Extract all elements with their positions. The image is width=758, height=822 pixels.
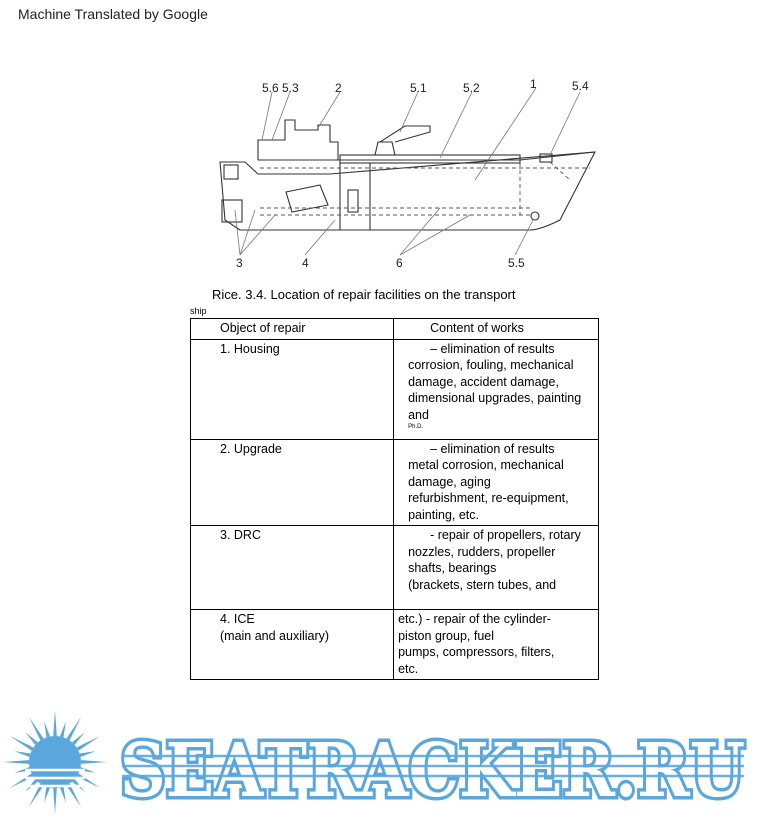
label-5-2: 5.2 xyxy=(463,81,480,95)
row-object-subtitle: (main and auxiliary) xyxy=(220,628,330,643)
content-line: metal corrosion, mechanical xyxy=(408,458,564,472)
table-row xyxy=(191,526,599,610)
label-5-1: 5.1 xyxy=(410,81,427,95)
content-line: – elimination of results xyxy=(430,341,555,356)
sun-ray xyxy=(44,787,50,803)
sun-logo-icon xyxy=(3,710,107,814)
row-object-title: 4. ICE xyxy=(220,612,255,626)
sun-ray xyxy=(53,710,57,736)
label-4: 4 xyxy=(302,256,309,270)
content-line: dimensional upgrades, painting xyxy=(408,391,582,405)
sun-ray xyxy=(29,717,44,740)
content-line: painting, etc. xyxy=(408,507,479,522)
header-object: Object of repair xyxy=(191,319,394,340)
label-3: 3 xyxy=(236,256,243,270)
watermark-graphic xyxy=(0,700,758,822)
content-line: – elimination of results xyxy=(430,441,555,456)
content-line: piston group, fuel xyxy=(398,628,495,643)
row-content xyxy=(394,610,599,680)
row-object: 3. DRC xyxy=(191,526,394,610)
content-line: damage, aging xyxy=(408,474,491,489)
sun-ray xyxy=(60,721,66,737)
watermark-banner xyxy=(0,700,758,822)
label-6: 6 xyxy=(396,256,403,270)
sun-ray xyxy=(10,736,33,751)
table-row xyxy=(191,339,599,439)
row-content xyxy=(394,439,599,526)
header-content: Content of works xyxy=(394,319,599,340)
ship-diagram xyxy=(200,70,620,280)
ship-drawing xyxy=(200,70,620,280)
row-object xyxy=(191,610,394,680)
sun-ray xyxy=(66,717,81,740)
sun-ray xyxy=(80,751,96,757)
table-header-row xyxy=(191,319,599,340)
sun-ray xyxy=(14,751,30,757)
row-content xyxy=(394,339,599,439)
watermark-text: SEATRACKER.RU xyxy=(120,728,745,814)
sun-ray xyxy=(44,721,50,737)
content-line: - repair of propellers, rotary xyxy=(430,528,581,542)
content-line: etc.) - repair of the cylinder- xyxy=(398,612,551,626)
sun-ray xyxy=(53,788,57,814)
content-note: Ph.D. xyxy=(408,424,424,430)
content-line: etc. xyxy=(398,661,419,676)
content-line: shafts, bearings xyxy=(408,561,497,575)
sun-ray xyxy=(81,760,107,764)
row-content xyxy=(394,526,599,610)
label-2: 2 xyxy=(335,81,342,95)
sun-ray xyxy=(72,732,85,745)
table-row xyxy=(191,610,599,680)
content-line: corrosion, fouling, mechanical xyxy=(408,358,574,372)
content-line: pumps, compressors, filters, xyxy=(398,645,555,659)
label-5-6: 5.6 xyxy=(262,81,279,95)
superstructure xyxy=(258,120,338,160)
content-line: (brackets, stern tubes, and xyxy=(408,577,557,592)
label-5-5: 5.5 xyxy=(508,256,525,270)
label-1: 1 xyxy=(530,77,537,91)
label-5-4: 5.4 xyxy=(572,79,589,93)
figure-caption-continued: ship xyxy=(190,306,207,316)
row-object: 1. Housing xyxy=(191,339,394,439)
label-5-3: 5.3 xyxy=(282,81,299,95)
crane-arm xyxy=(380,126,430,142)
sun-ray xyxy=(25,732,38,745)
sun-ray xyxy=(60,787,66,803)
content-line: and xyxy=(408,407,429,422)
machine-translation-header: Machine Translated by Google xyxy=(18,6,208,22)
sun-ray xyxy=(77,736,100,751)
sun-ray xyxy=(3,760,29,764)
content-line: refurbishment, re-equipment, xyxy=(408,491,569,505)
crane-base xyxy=(375,142,395,155)
row-object: 2. Upgrade xyxy=(191,439,394,526)
content-line: nozzles, rudders, propeller xyxy=(408,544,556,559)
table-row xyxy=(191,439,599,526)
content-line: damage, accident damage, xyxy=(408,374,559,389)
repair-table xyxy=(190,318,599,680)
figure-caption: Rice. 3.4. Location of repair facilities on the transport xyxy=(212,287,516,302)
